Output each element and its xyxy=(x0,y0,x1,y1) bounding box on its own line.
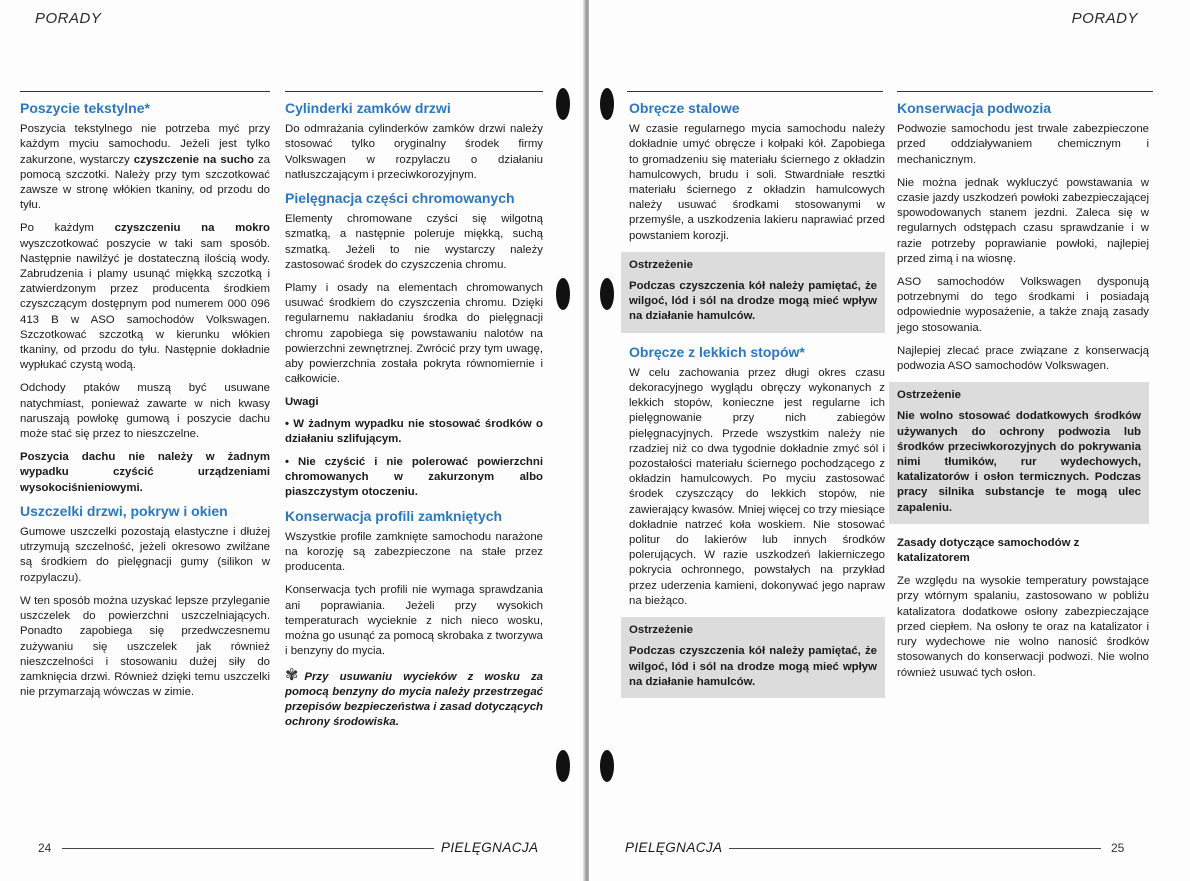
paragraph: Ze względu na wysokie temperatury powstające przy wtórnym spalaniu, zastosowano w pobliżu katalizatora dodatkowe osłony zabezpieczające przed ciepłem. Na osłony te oraz na katalizator i rury wydechowe nie wolno nanosić środków stosowanych do konserwacji podwozi. Nie wolno również usuwać tych osłon. xyxy=(897,575,1149,679)
header-title-left: PORADY xyxy=(35,10,102,27)
page-tab-marker xyxy=(556,750,570,782)
paragraph: Gumowe uszczelki pozostają elastyczne i dłużej utrzymują szczelność, jeżeli okresowo zwilżane są środkiem do pielęgnacji gumy (silikon w rozpylaczu). xyxy=(20,526,270,584)
right-column-1 xyxy=(629,97,885,710)
paragraph: Nie można jednak wykluczyć powstawania w czasie jazdy uszkodzeń powłoki zabezpieczającej spowodowanych stanem jezdni. Zaleca się w regularnych odstępach czasu sprawdzanie i w razie potrzeby poprawianie powłoki, najlepiej przed zimą i na wiosnę. xyxy=(897,176,1149,265)
header-title-right: PORADY xyxy=(1071,10,1138,27)
footer-rule xyxy=(729,848,1101,849)
section-heading: Uszczelki drzwi, pokryw i okien xyxy=(20,502,228,519)
note-bullet: • Nie czyścić i nie polerować powierzchni chromowanych w zakurzonym albo piaszczystym otoczeniu. xyxy=(285,456,543,499)
footer-title-right: PIELĘGNACJA xyxy=(625,840,723,855)
column-rule xyxy=(20,91,270,92)
page-tab-marker xyxy=(556,88,570,120)
footer-title-left: PIELĘGNACJA xyxy=(441,840,539,855)
section-heading: Poszycie tekstylne* xyxy=(20,100,150,116)
page-tab-marker xyxy=(600,88,614,120)
left-column-1 xyxy=(20,97,270,708)
environment-note: ✾ Przy usuwaniu wycieków z wosku za pomocą benzyny do mycia należy przestrzegać przepisów bezpieczeństwa i zasad dotyczących ochrony środowiska. xyxy=(285,666,543,729)
page-tab-marker xyxy=(600,750,614,782)
paragraph: Po każdym czyszczeniu na mokro wyszczotkować poszycie w taki sam sposób. Następnie nawilżyć je dostateczną ilością wody. Zabrudzenia i plamy usunąć miękką szczotką i zatwierdzonym przez producenta środkiem czyszczącym dostępnym pod numerem 000 096 413 B w ASO samochodów Volkswagen. Szczotkować szczotką w kierunku włókien tkaniny, od przodu do tyłu. Następnie dokładnie wypłukać czystą wodą. xyxy=(20,222,270,372)
warning-box xyxy=(889,382,1149,524)
warning-title: Ostrzeżenie xyxy=(629,624,693,637)
paragraph: Odchody ptaków muszą być usuwane natychmiast, ponieważ zawarte w nich kwasy naruszają powłokę gumową i poszycie dachu może stać się przez to nieszczelne. xyxy=(20,382,270,441)
paragraph: Elementy chromowane czyści się wilgotną szmatką, a następnie poleruje miękką, suchą szmatką. Jeżeli to nie wystarczy należy zastosować środek do czyszczenia chromu. xyxy=(285,213,543,271)
section-heading: Konserwacja profili zamkniętych xyxy=(285,507,503,524)
page-number-right: 25 xyxy=(1111,841,1125,855)
paragraph: Wszystkie profile zamknięte samochodu narażone na korozję są zabezpieczone na stałe przez producenta. xyxy=(285,530,543,574)
left-column-2 xyxy=(285,97,543,738)
footer-rule xyxy=(62,848,434,849)
paragraph: W czasie regularnego mycia samochodu należy dokładnie umyć obręcze i kołpaki kół. Zapobiega to gromadzeniu się materiału ściernego z okładzin hamulcowych, brudu i soli. Stwardniałe resztki materiału ściernego z okładzin hamulcowych należy usuwać środkami stosowanymi w przemyśle, a uszkodzenia lakieru naprawiać przed powstaniem korozji. xyxy=(629,123,885,242)
warning-box xyxy=(621,252,885,333)
note-bullet: • W żadnym wypadku nie stosować środków o działaniu szlifującym. xyxy=(285,417,543,445)
page-tab-marker xyxy=(600,278,614,310)
paragraph: W celu zachowania przez długi okres czasu dekoracyjnego wyglądu obręczy wykonanych z lekkich stopów, konieczne jest regularne ich pielęgnowanie przy nich zabiegów pielęgnacyjnych. Przede wszystkim należy nie rzadziej niż co dwa tygodnie dokładnie zmyć sól i pozostałości materiału ściernego pochodzącego z okładzin hamulcowych. Po myciu zastosować środek czyszczący do lekkich stopów, nie zawierający kwasów. Mniej więcej co trzy miesiące dokładnie natrzeć koła woskiem. Nie stosować politur do lakierów lub innych środków polerujących. W razie uszkodzeń lakierniczego pokrycia ochronnego, powstałych na przykład przez uderzenia kamieni, dokonywać jego napraw na bieżąco. xyxy=(629,366,885,607)
notes-heading: Uwagi xyxy=(285,396,319,409)
warning-text: Nie wolno stosować dodatkowych środków używanych do ochrony podwozia lub środków przeciwkorozyjnych do pokrywania nimi tłumików, rur wydechowych, katalizatorów i osłon termicznych. Podczas pracy silnika substancje te mogą ulec zapaleniu. xyxy=(897,410,1141,514)
page-number-left: 24 xyxy=(38,841,52,855)
page-tab-marker xyxy=(556,278,570,310)
warning-title: Ostrzeżenie xyxy=(629,258,693,271)
paragraph: W ten sposób można uzyskać lepsze przyleganie uszczelek do powierzchni uszczelniających. Ponadto zapobiega się przedwczesnemu zużywaniu się uszczelek jak również nieszczelności i stosowaniu dużej siły do zamknięcia drzwi. Również dzięki temu uszczelki nie przymarzają wówczas w zimie. xyxy=(20,594,270,699)
paragraph: Plamy i osady na elementach chromowanych usuwać środkiem do czyszczenia chromu. Dzięki regularnemu nakładaniu środka do pielęgnacji chromu zapobiega się powstawaniu nalotów na powierzchni zewnętrznej. Zwrócić przy tym uwagę, aby powierzchnia została pokryta równomiernie i całkowicie. xyxy=(285,282,543,386)
warning-text: Podczas czyszczenia kół należy pamiętać, że wilgoć, lód i sól na drodze mogą mieć wpływ na działanie hamulców. xyxy=(629,280,877,323)
section-heading: Konserwacja podwozia xyxy=(897,100,1052,116)
paragraph: Konserwacja tych profili nie wymaga sprawdzania ani poprawiania. Jeżeli przy wysokich temperaturach wycieknie z nich nieco wosku, można go usunąć za pomocą skrobaka z tworzywa i benzyny do mycia. xyxy=(285,584,543,658)
subheading: Zasady dotyczące samochodów z katalizatorem xyxy=(897,536,1080,565)
paragraph-bold: Poszycia dachu nie należy w żadnym wypadku czyścić urządzeniami wysokociśnieniowymi. xyxy=(20,451,270,494)
section-heading: Cylinderki zamków drzwi xyxy=(285,100,451,116)
right-column-2 xyxy=(897,97,1149,689)
left-page xyxy=(0,0,585,881)
warning-title: Ostrzeżenie xyxy=(897,389,961,402)
right-page xyxy=(589,0,1190,881)
column-rule xyxy=(897,91,1153,92)
paragraph: Podwozie samochodu jest trwale zabezpieczone przed oddziaływaniem chemicznym i mechanicznym. xyxy=(897,123,1149,166)
paragraph: Do odmrażania cylinderków zamków drzwi należy stosować tylko oryginalny środek firmy Volkswagen w rozpylaczu o działaniu natłuszczającym i przeciwkorozyjnym. xyxy=(285,123,543,181)
section-heading: Obręcze stalowe xyxy=(629,100,740,116)
warning-text: Podczas czyszczenia kół należy pamiętać, że wilgoć, lód i sól na drodze mogą mieć wpływ na działanie hamulców. xyxy=(629,645,877,688)
section-heading: Pielęgnacja części chromowanych xyxy=(285,190,515,207)
paragraph: Poszycia tekstylnego nie potrzeba myć przy każdym myciu samochodu. Jeżeli jest tylko zakurzone, wystarczy czyszczenie na sucho za pomocą szczotki. Należy przy tym szczotkować zawsze w stronę włókien tkaniny, od przodu do tyłu. xyxy=(20,123,271,212)
section-heading: Obręcze z lekkich stopów* xyxy=(629,343,805,360)
column-rule xyxy=(627,91,883,92)
column-rule xyxy=(285,91,543,92)
warning-box xyxy=(621,617,885,698)
paragraph: Najlepiej zlecać prace związane z konserwacją podwozia ASO samochodów Volkswagen. xyxy=(897,344,1149,373)
paragraph: ASO samochodów Volkswagen dysponują potrzebnymi do tego środkami i posiadają odpowiednie wyposażenie, a także znają zasady jego stosowania. xyxy=(897,276,1149,334)
environment-icon: ✾ xyxy=(285,666,299,684)
